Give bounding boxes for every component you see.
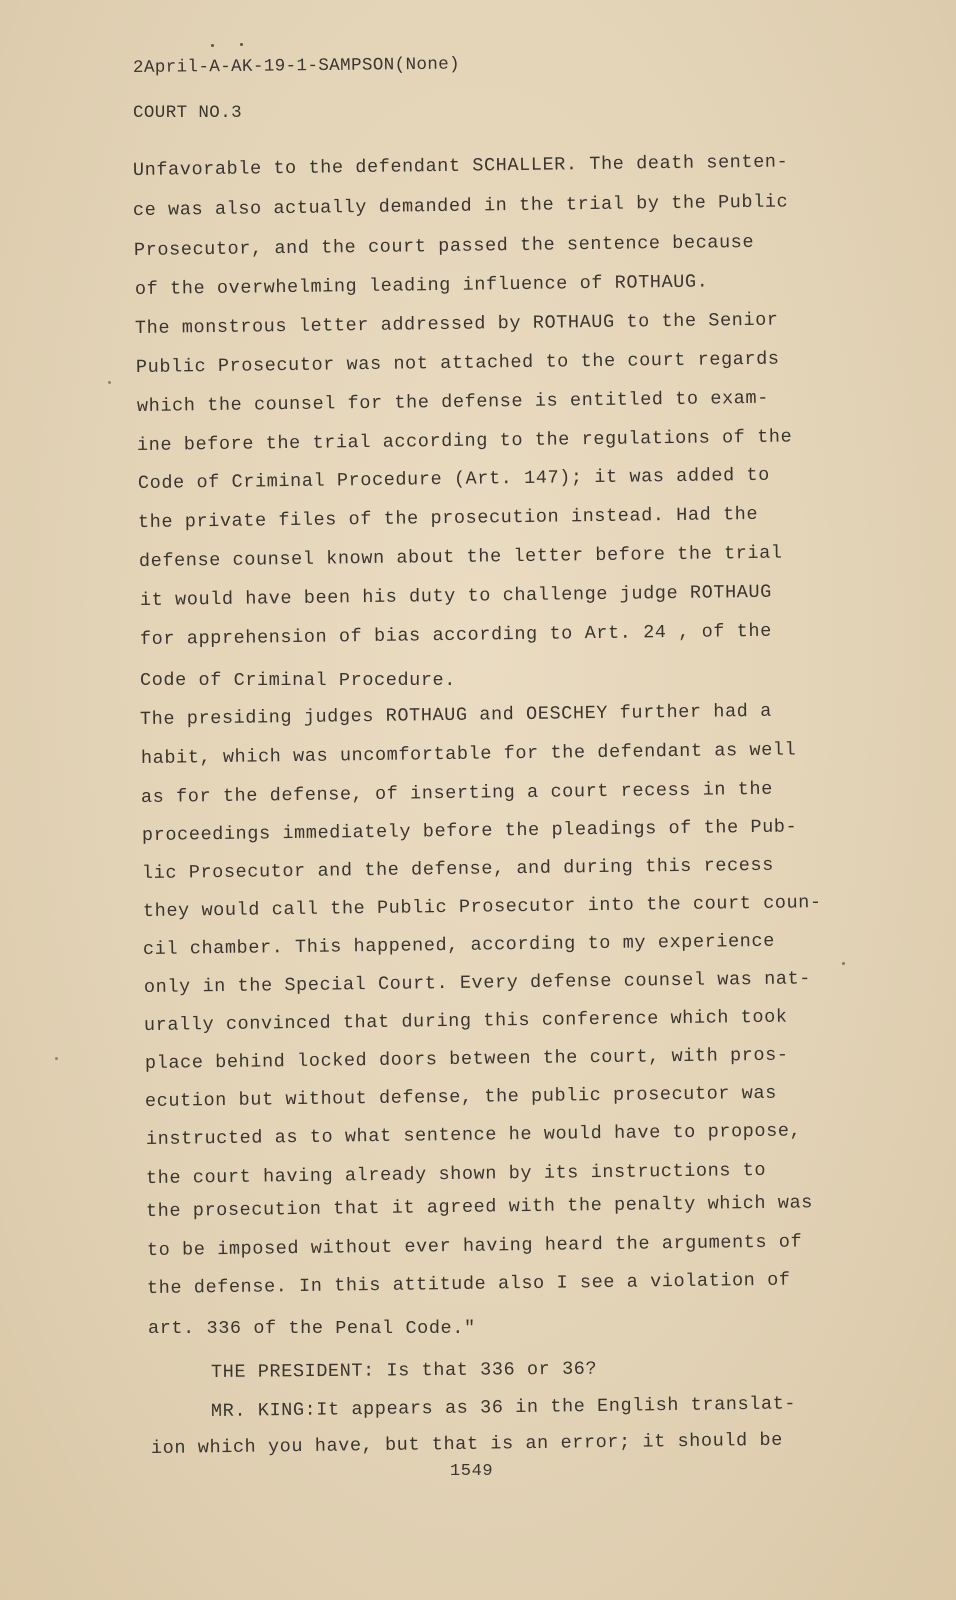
text-line: urally convinced that during this conference which took — [143, 1006, 788, 1036]
text-line: habit, which was uncomfortable for the defendant as well — [140, 739, 797, 769]
text-line: which the counsel for the defense is entitled to exam- — [136, 387, 769, 417]
paper-speck — [240, 43, 243, 46]
paper-speck — [108, 381, 111, 384]
text-line: cil chamber. This happened, according to my experience — [142, 930, 775, 960]
text-line: instructed as to what sentence he would have to propose, — [145, 1120, 802, 1150]
text-line: Public Prosecutor was not attached to the court regards — [135, 348, 780, 378]
text-line: art. 336 of the Penal Code." — [148, 1318, 476, 1339]
text-line: to be imposed without ever having heard the arguments of — [146, 1231, 803, 1261]
text-line: The presiding judges ROTHAUG and OESCHEY further had a — [139, 700, 772, 730]
text-line: ion which you have, but that is an error; it should be — [150, 1429, 783, 1459]
president-question: THE PRESIDENT: Is that 336 or 36? — [210, 1358, 598, 1383]
text-line: lic Prosecutor and the defense, and during this recess — [141, 854, 774, 884]
page-number: 1549 — [450, 1462, 494, 1481]
text-line: the defense. In this attitude also I see a violation of — [146, 1269, 791, 1299]
text-line: defense counsel known about the letter before the trial — [138, 542, 783, 572]
text-line: the court having already shown by its instructions to — [145, 1159, 767, 1189]
text-line: place behind locked doors between the court, with pros- — [144, 1044, 789, 1074]
paper-speck — [211, 44, 214, 47]
text-line: ce was also actually demanded in the trial by the Public — [132, 191, 789, 221]
file-reference: 2April-A-AK-19-1-SAMPSON(None) — [132, 54, 461, 78]
text-line: as for the defense, of inserting a court recess in the — [140, 778, 773, 808]
text-line: ecution but without defense, the public prosecutor was — [144, 1082, 777, 1112]
paper-speck — [842, 962, 845, 965]
text-line: for apprehension of bias according to Art. 24 , of the — [139, 620, 772, 650]
paper-speck — [55, 1057, 58, 1060]
text-line: Code of Criminal Procedure. — [140, 670, 456, 691]
court-number: COURT NO.3 — [133, 103, 243, 123]
text-line: the private files of the prosecution instead. Had the — [137, 503, 759, 533]
text-line: proceedings immediately before the pleadings of the Pub- — [141, 816, 798, 846]
text-line: the prosecution that it agreed with the penalty which was — [145, 1192, 814, 1222]
text-line: Prosecutor, and the court passed the sentence because — [133, 231, 755, 261]
text-line: they would call the Public Prosecutor into the court coun- — [142, 892, 822, 922]
text-line: Code of Criminal Procedure (Art. 147); it was added to — [137, 464, 770, 494]
text-line: Unfavorable to the defendant SCHALLER. The death senten- — [132, 151, 789, 181]
text-line: The monstrous letter addressed by ROTHAUG to the Senior — [134, 309, 779, 339]
text-line: it would have been his duty to challenge judge ROTHAUG — [139, 581, 772, 611]
text-line: ine before the trial according to the regulations of the — [136, 426, 793, 456]
king-response: MR. KING:It appears as 36 in the English translat- — [210, 1393, 797, 1422]
text-line: of the overwhelming leading influence of ROTHAUG. — [134, 271, 709, 300]
text-line: only in the Special Court. Every defense counsel was nat- — [143, 968, 812, 998]
